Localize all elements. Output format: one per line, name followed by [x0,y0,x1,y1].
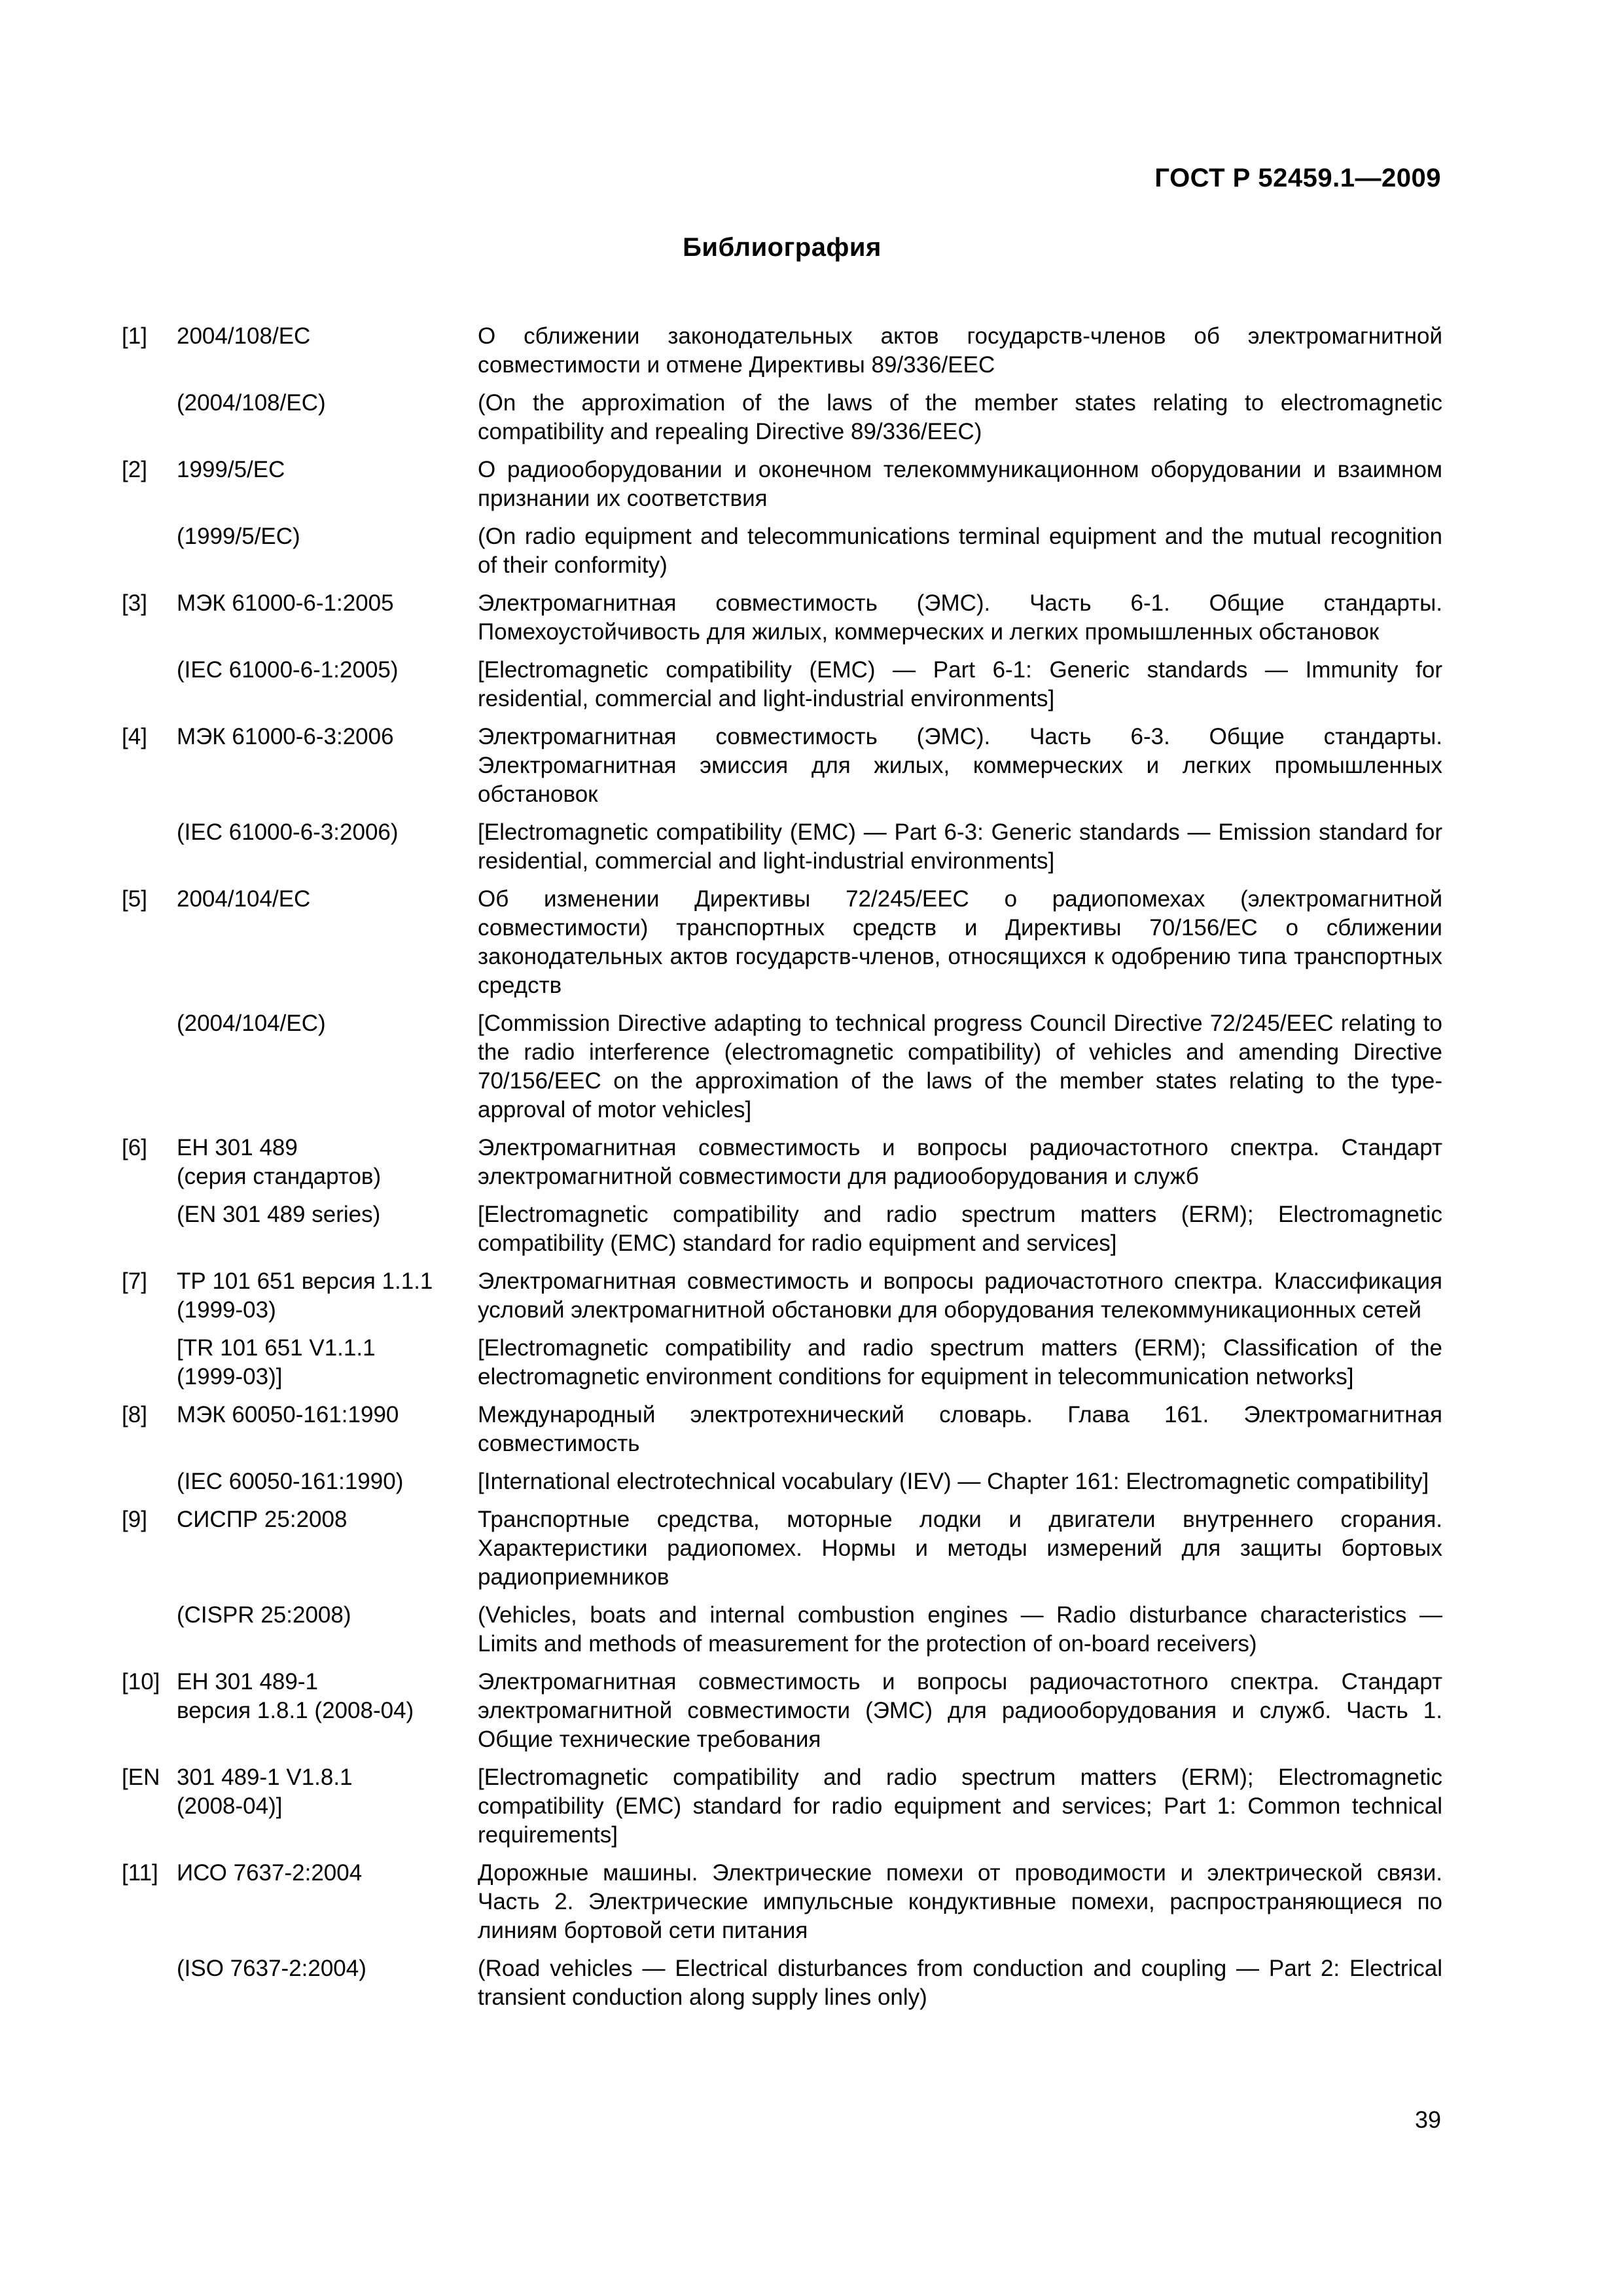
entry-reference: ЕН 301 489 (серия стандартов) [177,1135,382,1189]
entry-number: [9] [122,1507,147,1532]
entry-number: [8] [122,1402,147,1427]
entry-description: Электромагнитная совместимость и вопросы радиочастотного спектра. Стандарт электромагнитной совместимости для радиооборудования и служб [478,1135,1442,1189]
entry-reference: 1999/5/ЕС [177,457,285,482]
bib-entry [122,1334,1442,1391]
entry-description: [Electromagnetic compatibility (EMC) — Part 6-1: Generic standards — Immunity for residential, commercial and light-industrial environments] [478,657,1442,711]
entry-reference: (2004/108/EC) [177,390,326,416]
entry-reference: ТР 101 651 версия 1.1.1 (1999-03) [177,1268,433,1323]
bib-entry [122,1505,1442,1592]
entry-description: [Electromagnetic compatibility and radio spectrum matters (ERM); Classification of the electromagnetic environment conditions for equipment in telecommunication networks] [478,1335,1442,1390]
entry-reference: МЭК 61000-6-3:2006 [177,724,394,749]
entry-reference: МЭК 60050-161:1990 [177,1402,399,1427]
entry-description: Электромагнитная совместимость и вопросы радиочастотного спектра. Классификация условий электромагнитной обстановки для оборудования телекоммуникационных сетей [478,1268,1442,1323]
standard-code: ГОСТ Р 52459.1—2009 [1154,164,1441,192]
entry-reference: (CISPR 25:2008) [177,1602,351,1628]
entry-number: [7] [122,1268,147,1294]
entry-description: Электромагнитная совместимость (ЭМС). Часть 6-1. Общие стандарты. Помехоустойчивость для жилых, коммерческих и легких промышленных обстановок [478,590,1442,645]
entry-number: [1] [122,323,147,349]
entry-reference: (1999/5/EC) [177,524,300,549]
bib-entry [122,1009,1442,1124]
entry-description: (Road vehicles — Electrical disturbances from conduction and coupling — Part 2: Electrical transient conduction along supply lines only) [478,1956,1442,2010]
bib-entry [122,1601,1442,1659]
bib-entry [122,1467,1442,1496]
bib-entry [122,322,1442,380]
bib-entry [122,1134,1442,1191]
entry-description: Дорожные машины. Электрические помехи от проводимости и электрической связи. Часть 2. Электрические импульсные кондуктивные помехи, распространяющиеся по линиям бортовой сети питания [478,1860,1442,1943]
bib-entry [122,1859,1442,1945]
entry-description: Об изменении Директивы 72/245/ЕЕС о радиопомехах (электромагнитной совместимости) транспортных средств и Директивы 70/156/ЕС о сближении законодательных актов государств-членов, относящихся к одобрению типа транспортных средств [478,886,1442,998]
entry-description: Электромагнитная совместимость и вопросы радиочастотного спектра. Стандарт электромагнитной совместимости (ЭМС) для радиооборудования и служб. Часть 1. Общие технические требования [478,1669,1442,1752]
entry-reference: 301 489-1 V1.8.1 (2008-04)] [177,1765,353,1819]
entry-reference: (IEC 61000-6-1:2005) [177,657,399,683]
bib-entry [122,656,1442,713]
entry-reference: (EN 301 489 series) [177,1202,381,1227]
bib-entry [122,818,1442,876]
entry-description: Транспортные средства, моторные лодки и двигатели внутреннего сгорания. Характеристики радиопомех. Нормы и методы измерений для защиты бортовых радиоприемников [478,1507,1442,1590]
entry-description: (On radio equipment and telecommunications terminal equipment and the mutual recognition of their conformity) [478,524,1442,578]
entry-reference: [TR 101 651 V1.1.1 (1999-03)] [177,1335,376,1390]
entry-description: [Electromagnetic compatibility and radio spectrum matters (ERM); Electromagnetic compatibility (EMC) standard for radio equipment and services] [478,1202,1442,1256]
entry-reference: (IEC 60050-161:1990) [177,1469,404,1494]
entry-number: [2] [122,457,147,482]
bib-entry [122,456,1442,513]
page-title: Библиография [683,233,882,262]
entry-number: [4] [122,724,147,749]
entry-reference: (2004/104/EC) [177,1011,326,1036]
entry-reference: МЭК 61000-6-1:2005 [177,590,394,616]
bib-entry [122,1267,1442,1325]
entry-reference: (IEC 61000-6-3:2006) [177,819,399,845]
bib-entry [122,723,1442,809]
entry-reference: (ISO 7637-2:2004) [177,1956,366,1981]
entry-reference: 2004/108/ЕС [177,323,311,349]
entry-description: [Electromagnetic compatibility (EMC) — Part 6-3: Generic standards — Emission standard for residential, commercial and light-industrial environments] [478,819,1442,874]
entry-number: [3] [122,590,147,616]
entry-number: [EN [122,1765,160,1790]
entry-number: [10] [122,1669,160,1695]
entry-reference: 2004/104/ЕС [177,886,311,912]
bib-entry [122,1763,1442,1850]
entry-description: [International electrotechnical vocabulary (IEV) — Chapter 161: Electromagnetic compatibility] [478,1469,1429,1494]
entry-description: [Commission Directive adapting to technical progress Council Directive 72/245/EEC relating to the radio interference (electromagnetic compatibility) of vehicles and amending Directive 70/156/EEC on the approximation of the laws of the member states relating to the type-approval of motor vehicles] [478,1011,1442,1122]
entry-number: [5] [122,886,147,912]
bib-entry [122,885,1442,1000]
bib-entry [122,1401,1442,1458]
entry-description: Международный электротехнический словарь. Глава 161. Электромагнитная совместимость [478,1402,1442,1456]
entry-reference: ЕН 301 489-1 версия 1.8.1 (2008-04) [177,1669,414,1723]
entry-description: (Vehicles, boats and internal combustion engines — Radio disturbance characteristics — Limits and methods of measurement for the protection of on-board receivers) [478,1602,1442,1657]
entry-description: [Electromagnetic compatibility and radio spectrum matters (ERM); Electromagnetic compatibility (EMC) standard for radio equipment and services; Part 1: Common technical requirements] [478,1765,1442,1848]
bib-entry [122,522,1442,580]
entry-description: (On the approximation of the laws of the member states relating to electromagnetic compatibility and repealing Directive 89/336/EEC) [478,390,1442,444]
entry-number: [11] [122,1860,158,1886]
bib-entry [122,589,1442,647]
bib-entry [122,1200,1442,1258]
entry-number: [6] [122,1135,147,1160]
bib-entry [122,1954,1442,2012]
bib-entry [122,1668,1442,1754]
entry-reference: СИСПР 25:2008 [177,1507,348,1532]
entry-description: О радиооборудовании и оконечном телекоммуникационном оборудовании и взаимном признании их соответствия [478,457,1442,511]
entry-description: Электромагнитная совместимость (ЭМС). Часть 6-3. Общие стандарты. Электромагнитная эмиссия для жилых, коммерческих и легких промышленных обстановок [478,724,1442,807]
bibliography-list [122,322,1442,2021]
entry-reference: ИСО 7637-2:2004 [177,1860,363,1886]
entry-description: О сближении законодательных актов государств-членов об электромагнитной совместимости и отмене Директивы 89/336/ЕЕС [478,323,1442,378]
page-number: 39 [1414,2106,1441,2133]
bib-entry [122,389,1442,446]
